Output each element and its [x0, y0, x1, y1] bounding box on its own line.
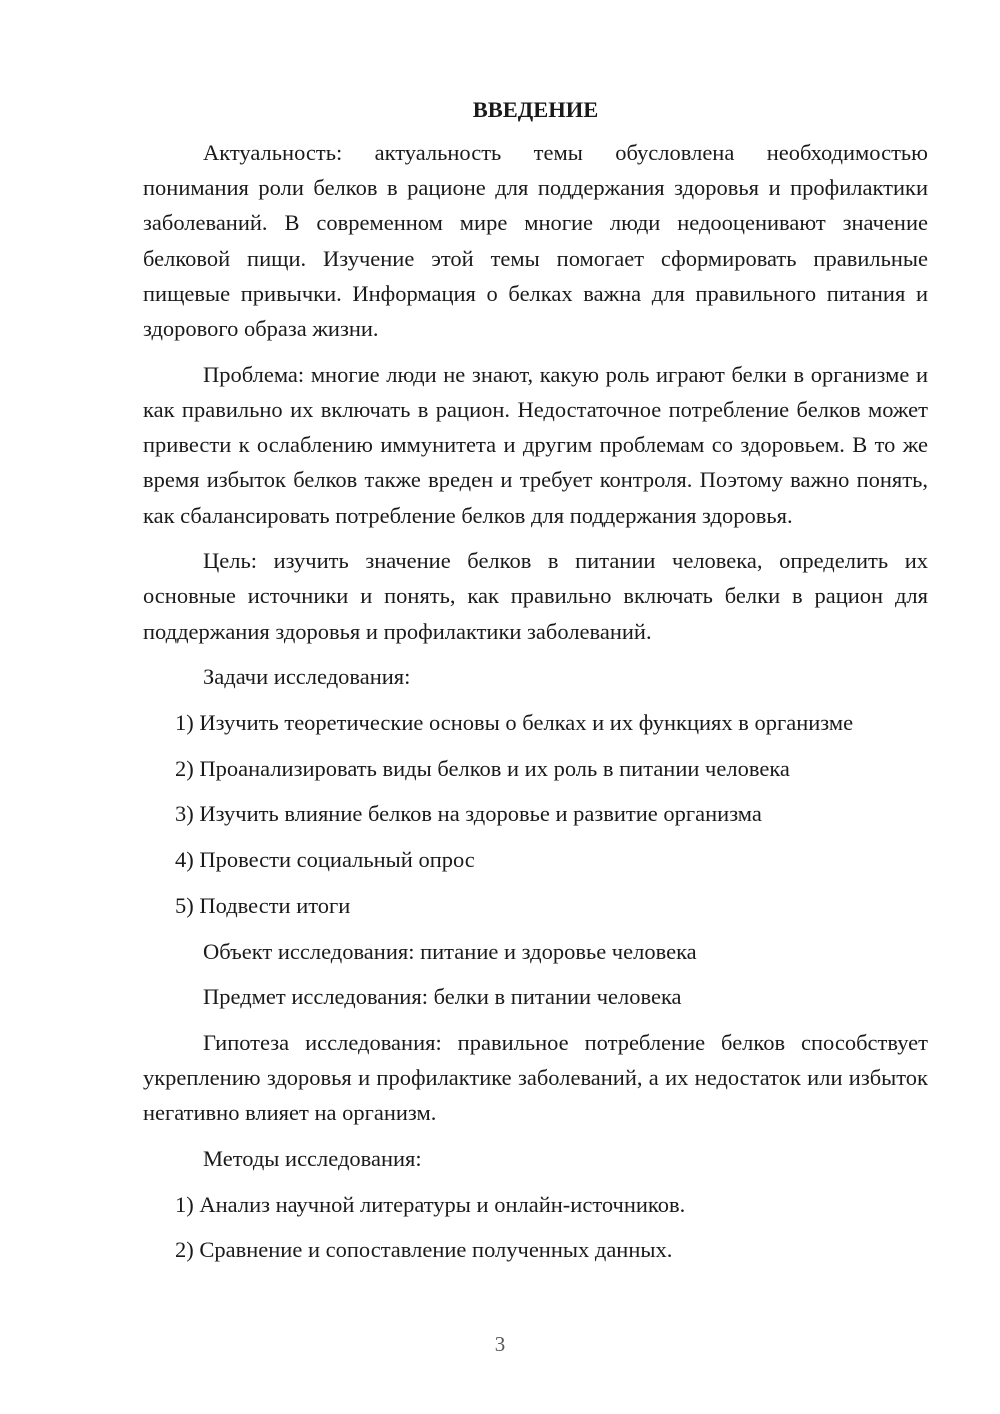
- list-item: 4) Провести социальный опрос: [175, 847, 475, 873]
- goal-paragraph: Цель: изучить значение белков в питании человека, определить их основные источники и понять, как правильно включать белки в рацион для поддержания здоровья и профилактики заболеваний.: [143, 548, 928, 644]
- list-item: 5) Подвести итоги: [175, 892, 351, 918]
- object-paragraph: Объект исследования: питание и здоровье человека: [203, 938, 697, 964]
- document-page: [143, 94, 928, 1278]
- methods-heading: Методы исследования:: [203, 1146, 422, 1172]
- hypothesis-paragraph: Гипотеза исследования: правильное потребление белков способствует укреплению здоровья и профилактике заболеваний, а их недостаток или избыток негативно влияет на организм.: [143, 1029, 928, 1126]
- page-title: ВВЕДЕНИЕ: [472, 97, 599, 122]
- list-item: 2) Сравнение и сопоставление полученных данных.: [175, 1237, 673, 1263]
- tasks-heading: Задачи исследования:: [203, 664, 411, 690]
- tasks-list: [143, 705, 928, 923]
- list-item: 3) Изучить влияние белков на здоровье и развитие организма: [175, 801, 762, 827]
- methods-list: [143, 1187, 928, 1268]
- list-item: 2) Проанализировать виды белков и их роль в питании человека: [175, 755, 790, 781]
- relevance-paragraph: Актуальность: актуальность темы обусловлена необходимостью понимания роли белков в рационе для поддержания здоровья и профилактики заболеваний. В современном мире многие люди недооценивают значение белковой пищи. Изучение этой темы помогает сформировать правильные пищевые привычки. Информация о белках важна для правильного питания и здорового образа жизни.: [143, 140, 928, 342]
- list-item: 1) Анализ научной литературы и онлайн-источников.: [175, 1191, 686, 1217]
- page-number: 3: [494, 1332, 506, 1356]
- subject-paragraph: Предмет исследования: белки в питании человека: [203, 984, 682, 1010]
- list-item: 1) Изучить теоретические основы о белках и их функциях в организме: [175, 710, 854, 736]
- problem-paragraph: Проблема: многие люди не знают, какую роль играют белки в организме и как правильно их включать в рацион. Недостаточное потребление белков может привести к ослаблению иммунитета и другим проблемам со здоровьем. В то же время избыток белков также вреден и требует контроля. Поэтому важно понять, как сбалансировать потребление белков для поддержания здоровья.: [143, 361, 928, 528]
